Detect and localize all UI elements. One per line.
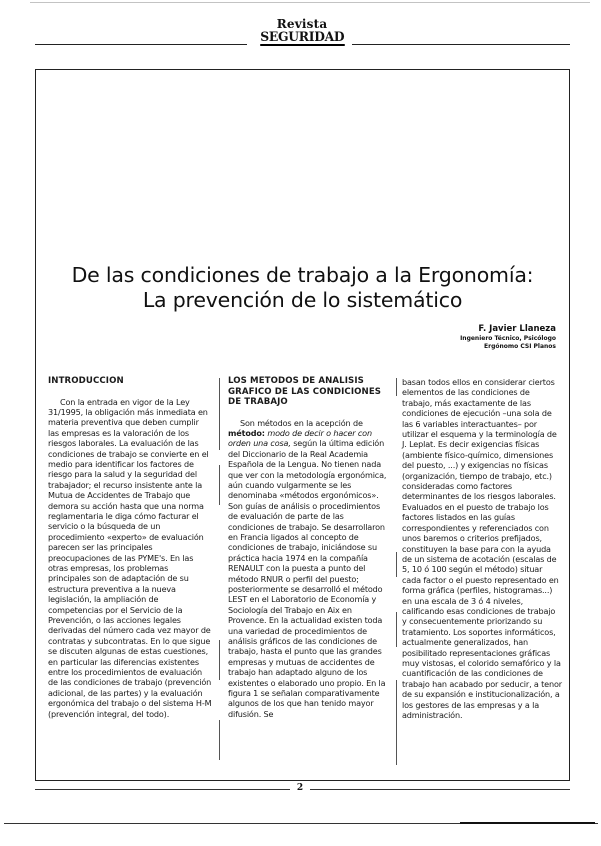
masthead — [0, 16, 601, 56]
column-divider — [219, 465, 220, 505]
journal-logo-line1: Revista — [276, 17, 328, 31]
journal-logo — [252, 18, 352, 46]
column-divider — [396, 378, 397, 396]
section-body — [228, 418, 392, 720]
lead-term: método: — [228, 427, 265, 438]
masthead-rule-right — [352, 44, 570, 45]
column-divider — [219, 378, 220, 450]
author-byline — [460, 324, 556, 351]
scan-top-edge-rule — [30, 2, 590, 3]
section-heading: INTRODUCCION — [48, 376, 124, 386]
author-role-1: Ingeniero Técnico, Psicólogo — [460, 335, 556, 342]
author-role-2: Ergónomo CSI Planos — [484, 343, 556, 350]
column-introduccion — [48, 376, 212, 719]
article-title-line1: De las condiciones de trabajo a la Ergonomía: — [71, 262, 534, 287]
lead-text: Son métodos en la acepción de — [240, 417, 363, 428]
scan-bottom-edge-shadow — [460, 822, 595, 824]
article-title-line2: La prevención de lo sistemático — [142, 287, 463, 312]
section-body: Con la entrada en vigor de la Ley 31/1995, la obligación más inmediata en materia preventiva que deben cumplir las empresas es la valoración de los riesgos laborales. La evaluación de las condiciones de trabajo se convierte en el medio para identificar los factores de riesgo para la salud y la seguridad del trabajador; el recurso insistente ante la Mutua de Accidentes de Trabajo que demora su acción hasta que una norma reglamentaria le diga cómo facturar el servicio o la búsqueda de un procedimiento «experto» de evaluación parecen ser las principales preocupaciones de las PYME's. En las otras empresas, los problemas principales son de adaptación de su estructura preventiva a la nueva legislación, la ampliación de competencias por el Servicio de la Prevención, o las acciones legales derivadas del número cada vez mayor de contratas y subcontratas. En lo que sigue se discuten algunas de estas cuestiones, en particular las diferencias existentes entre los procedimientos de evaluación de las condiciones de trabajo (prevención adicional, de las partes) y la evaluación ergonómica del trabajo o del sistema H-M (prevención integral, del todo). — [48, 396, 212, 719]
masthead-rule-left — [35, 44, 247, 45]
column-divider — [396, 680, 397, 765]
section-body: basan todos ellos en considerar ciertos elementos de las condiciones de trabajo, más exactamente de las condiciones de ejecución –una sola de las 6 variables interactuantes– por utilizar el esquema y la terminología de J. Leplat. Es decir exigencias físicas (ambiente físico-químico, dimensiones del puesto, ...) y exigencias no físicas (organización, tiempo de trabajo, etc.) consideradas como factores determinantes de los riesgos laborales. Evaluados en el puesto de trabajo los factores listados en las guías correspondientes y referenciados con unos baremos o criterios prefijados, constituyen la base para con la ayuda de un sistema de acotación (escalas de 5, 10 ó 100 según el método) situar cada factor o el puesto representado en forma gráfica (perfiles, histogramas...) en una escala de 3 ó 4 niveles, calificando esas condiciones de trabajo y consecuentemente priorizando su tratamiento. Los soportes informáticos, actualmente generalizados, han posibilitado representaciones gráficas muy vistosas, el colorido semafórico y la cuantificación de las condiciones de trabajo han acabado por seducir, a tenor de su expansión e institucionalización, a los gestores de las empresas y a la administración. — [402, 377, 562, 720]
column-divider — [219, 720, 220, 760]
section-heading: LOS METODOS DE ANALISIS GRAFICO DE LAS CONDICIONES DE TRABAJO — [228, 376, 382, 407]
author-name: F. Javier Llaneza — [478, 324, 556, 334]
lead-definition: modo de decir o hacer con orden una cosa, — [228, 427, 372, 449]
column-metodos — [228, 376, 392, 719]
column-divider — [396, 552, 397, 577]
column-continuation — [402, 377, 562, 720]
article-title — [36, 263, 569, 313]
column-divider — [396, 612, 397, 647]
column-divider — [219, 640, 220, 680]
journal-logo-line2: SEGURIDAD — [259, 30, 345, 45]
page-number: 2 — [290, 782, 310, 794]
body-text: según la última edición del Diccionario de la Real Academia Española de la Lengua. No tienen nada que ver con la metodología ergonómica, aún cuando vulgarmente se les denominaba «métodos ergonómicos». Son guías de análisis o procedimientos de evaluación de parte de las condiciones de trabajo. Se desarrollaron en Francia ligados al concepto de condiciones de trabajo, iniciándose su práctica hacia 1974 en la compañía RENAULT con la puesta a punto del método RNUR o perfil del puesto; posteriormente se desarrolló el método LEST en el Laboratorio de Economía y Sociología del Trabajo en Aix en Provence. En la actualidad existen toda una variedad de procedimientos de análisis gráficos de las condiciones de trabajo, hasta el punto que las grandes empresas y mutuas de accidentes de trabajo han adaptado alguno de los existentes o elaborado uno propio. En la figura 1 se señalan comparativamente algunos de los que han tenido mayor difusión. Se — [228, 438, 387, 719]
